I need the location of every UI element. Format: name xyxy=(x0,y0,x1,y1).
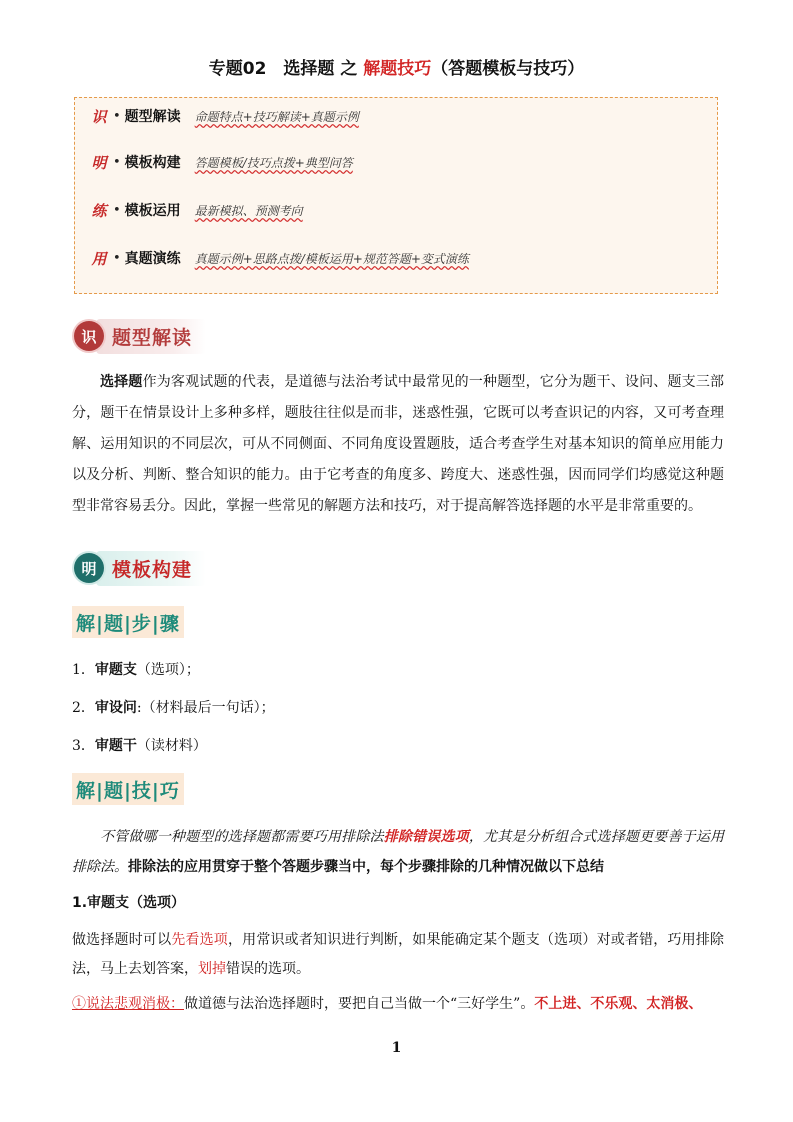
tips-heading: 解|题|技|巧 xyxy=(72,773,184,805)
step-item: 3．审题干（读材料） xyxy=(72,738,207,754)
page-title: 专题02 选择题 之 解题技巧（答题模板与技巧） xyxy=(208,59,585,79)
page-number: 1 xyxy=(391,1040,402,1056)
step-item: 2．审设问:（材料最后一句话）； xyxy=(72,700,275,716)
step-item: 1．审题支（选项）； xyxy=(72,662,200,678)
point-1: ①说法悲观消极：做道德与法治选择题时，要把自己当做一个“三好学生”。不上进、不乐观、太消极、 xyxy=(72,996,703,1012)
overview-box xyxy=(74,97,718,294)
title-highlight: 解题技巧 xyxy=(363,59,432,79)
tips-paragraph: 不管做哪一种题型的选择题都需要巧用排除法排除错误选项，尤其是分析组合式选择题更要善于运用排除法。排除法的应用贯穿于整个答题步骤当中，每个步骤排除的几种情况做以下总结 xyxy=(72,829,725,875)
section-badge-template: 明 模板构建 xyxy=(74,550,206,586)
overview-item: 识 • 题型解读 命题特点+技巧解读+真题示例 xyxy=(91,107,359,126)
overview-item: 练 • 模板运用 最新模拟、预测考向 xyxy=(91,201,303,220)
overview-item: 明 • 模板构建 答题模板/技巧点拨+典型问答 xyxy=(91,153,353,172)
section-badge-interpretation: 识 题型解读 xyxy=(74,318,206,354)
badge-icon: 识 xyxy=(74,321,104,351)
steps-heading: 解|题|步|骤 xyxy=(72,606,184,638)
subsection-paragraph: 做选择题时可以先看选项，用常识或者知识进行判断，如果能确定某个题支（选项）对或者错，巧用排除法，马上去划答案，划掉错误的选项。 xyxy=(72,932,725,977)
subsection-heading: 1.审题支（选项） xyxy=(72,895,186,911)
badge-icon: 明 xyxy=(74,553,104,583)
intro-paragraph: 选择题作为客观试题的代表，是道德与法治考试中最常见的一种题型，它分为题干、设问、题支三部分，题干在情景设计上多种多样，题肢往往似是而非，迷惑性强，它既可以考查识记的内容，又可考查理解、运用知识的不同层次，可从不同侧面、不同角度设置题肢，适合考查学生对基本知识的简单应用能力以及分析、判断、整合知识的能力。由于它考查的角度多、跨度大、迷惑性强，因而同学们均感觉这种题型非常容易丢分。因此，掌握一些常见的解题方法和技巧，对于提高解答选择题的水平是非常重要的。 xyxy=(72,374,725,514)
overview-item: 用 • 真题演练 真题示例+思路点拨/模板运用+规范答题+变式演练 xyxy=(91,249,469,268)
